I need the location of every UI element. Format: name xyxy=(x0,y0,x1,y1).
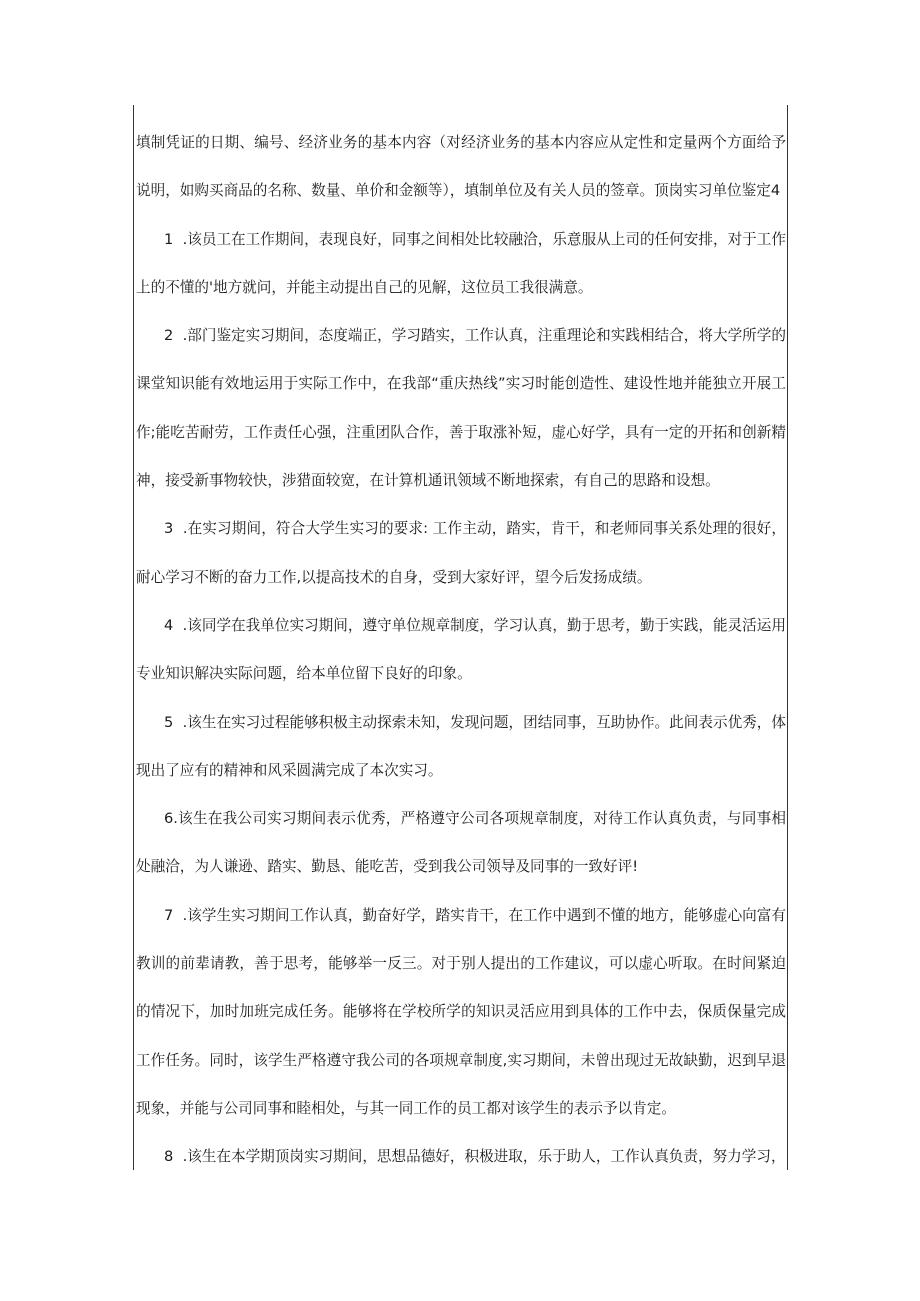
paragraph-item-4: 4 .该同学在我单位实习期间，遵守单位规章制度，学习认真，勤于思考，勤于实践，能灵活运用专业知识解决实际问题，给本单位留下良好的印象。 xyxy=(136,616,786,683)
paragraph-item-6: 6.该生在我公司实习期间表示优秀，严格遵守公司各项规章制度，对待工作认真负责，与同事相处融洽，为人谦逊、踏实、勤恳、能吃苦，受到我公司领导及同事的一致好评! xyxy=(136,810,786,876)
paragraph-item-8: 8 .该生在本学期顶岗实习期间，思想品德好，积极进取，乐于助人，工作认真负责，努力学习， xyxy=(164,1148,786,1166)
paragraph-item-3: 3 .在实习期间，符合大学生实习的要求: 工作主动，踏实，肯干，和老师同事关系处理的很好，耐心学习不断的奋力工作,以提高技术的自身，受到大家好评，望今后发扬成绩。 xyxy=(136,520,786,586)
document-body xyxy=(136,119,786,1182)
paragraph-item-2: 2 .部门鉴定实习期间，态度端正，学习踏实，工作认真，注重理论和实践相结合，将大学所学的课堂知识能有效地运用于实际工作中，在我部“重庆热线”实习时能创造性、建设性地并能独立开展工作;能吃苦耐劳，工作责任心强，注重团队合作，善于取涨补短，虚心好学，具有一定的开拓和创新精神，接受新事物较快，涉猎面较宽，在计算机通讯领域不断地探索，有自己的思路和设想。 xyxy=(136,327,786,490)
left-margin-rule xyxy=(133,105,134,1170)
paragraph-intro: 填制凭证的日期、编号、经济业务的基本内容（对经济业务的基本内容应从定性和定量两个方面给予说明，如购买商品的名称、数量、单价和金额等），填制单位及有关人员的签章。顶岗实习单位鉴定4 xyxy=(136,134,786,200)
paragraph-item-5: 5 .该生在实习过程能够积极主动探索未知，发现问题，团结同事，互助协作。此间表示优秀，体现出了应有的精神和风采圆满完成了本次实习。 xyxy=(136,713,786,779)
paragraph-item-7: 7 .该学生实习期间工作认真，勤奋好学，踏实肯干，在工作中遇到不懂的地方，能够虚心向富有教训的前辈请教，善于思考，能够举一反三。对于别人提出的工作建议，可以虚心听取。在时间紧迫的情况下，加时加班完成任务。能够将在学校所学的知识灵活应用到具体的工作中去，保质保量完成工作任务。同时，该学生严格遵守我公司的各项规章制度,实习期间，未曾出现过无故缺勤，迟到早退现象，并能与公司同事和睦相处，与其一同工作的员工都对该学生的表示予以肯定。 xyxy=(136,906,786,1117)
paragraph-item-1: 1 .该员工在工作期间，表现良好，同事之间相处比较融洽，乐意服从上司的任何安排，对于工作上的不懂的'地方就问，并能主动提出自己的见解，这位员工我很满意。 xyxy=(136,230,786,296)
right-margin-rule xyxy=(787,105,788,1170)
